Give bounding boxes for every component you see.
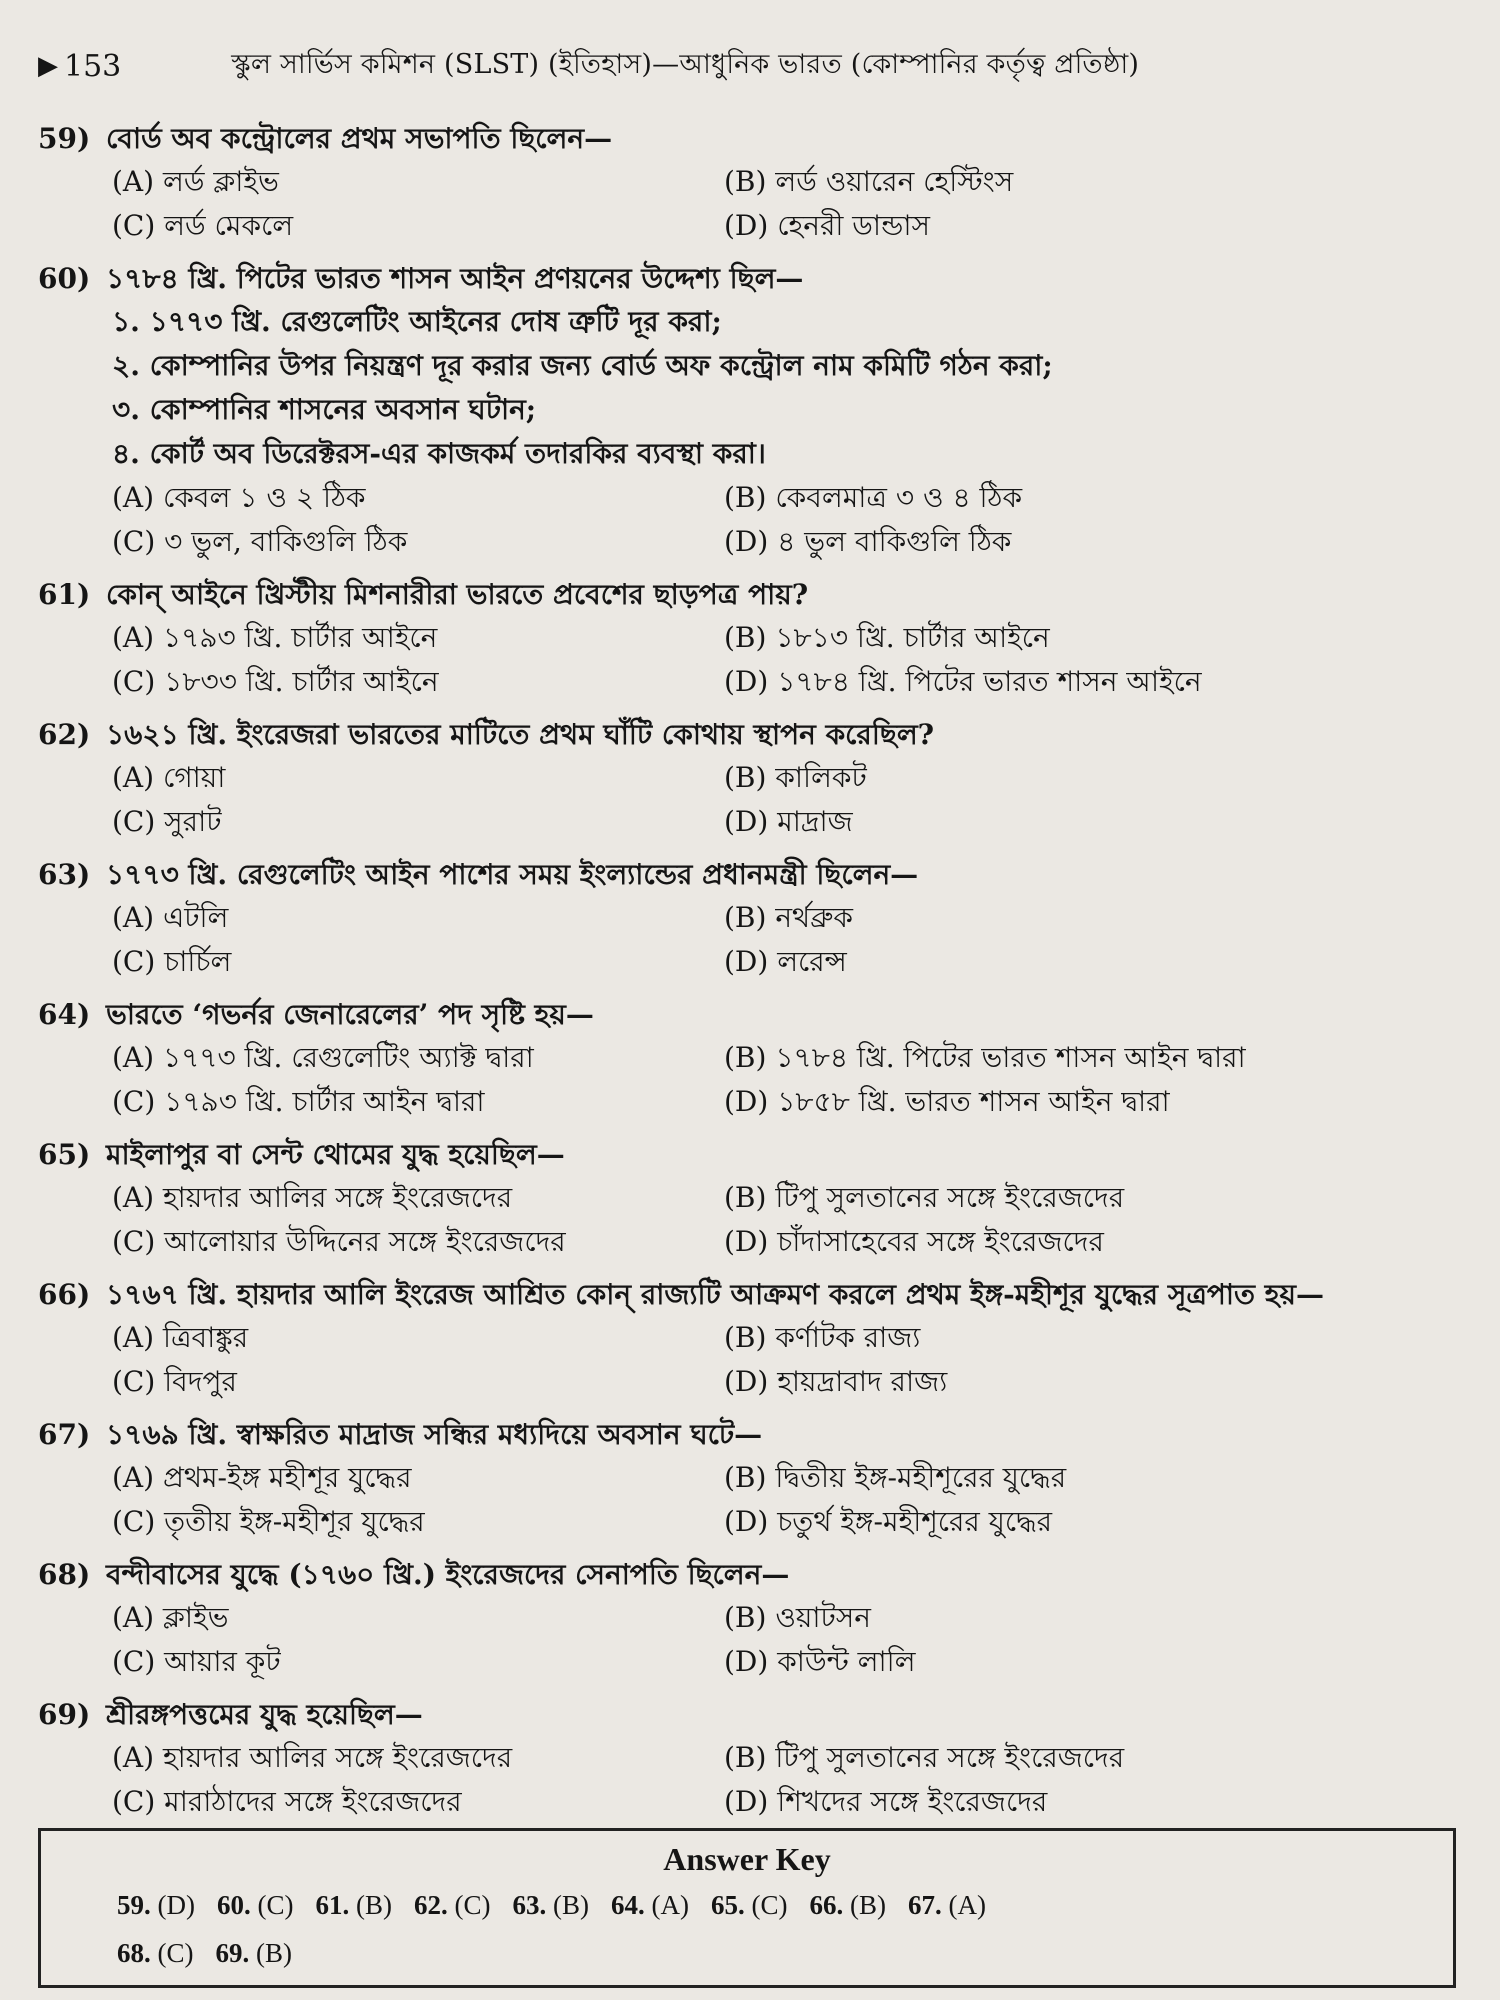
question-number: 60) bbox=[38, 262, 91, 295]
answer-key-value: (C) bbox=[454, 1890, 491, 1920]
answer-option: (D) লরেন্স bbox=[724, 945, 847, 978]
answer-option: (C) মারাঠাদের সঙ্গে ইংরেজদের bbox=[112, 1785, 462, 1818]
question-text: ১৭৬৭ খ্রি. হায়দার আলি ইংরেজ আশ্রিত কোন্ রাজ্যটি আক্রমণ করলে প্রথম ইঙ্গ-মহীশূর যুদ্ধের সূত্রপাত হয়— bbox=[106, 1278, 1324, 1311]
question-stem bbox=[38, 994, 1460, 1036]
answer-key-value: (D) bbox=[157, 1890, 195, 1920]
question-statement: ৪. কোর্ট অব ডিরেক্টরস-এর কাজকর্ম তদারকির ব্যবস্থা করা। bbox=[112, 437, 766, 470]
option-grid bbox=[38, 616, 1460, 704]
question-item bbox=[38, 118, 1460, 248]
question-stem bbox=[38, 258, 1460, 300]
option-grid bbox=[38, 896, 1460, 984]
question-item bbox=[38, 1134, 1460, 1264]
question-number: 61) bbox=[38, 578, 91, 611]
answer-key-value: (A) bbox=[948, 1890, 986, 1920]
answer-option: (D) হেনরী ডান্ডাস bbox=[724, 209, 930, 242]
answer-option: (A) লর্ড ক্লাইভ bbox=[112, 165, 279, 198]
answer-option: (B) ১৮১৩ খ্রি. চার্টার আইনে bbox=[724, 621, 1050, 654]
answer-key-number: 64. bbox=[610, 1890, 645, 1920]
answer-option: (B) দ্বিতীয় ইঙ্গ-মহীশূরের যুদ্ধের bbox=[724, 1461, 1067, 1494]
question-text: ১৭৮৪ খ্রি. পিটের ভারত শাসন আইন প্রণয়নের উদ্দেশ্য ছিল— bbox=[106, 262, 804, 295]
answer-key-item bbox=[414, 1881, 491, 1929]
question-item bbox=[38, 714, 1460, 844]
question-stem bbox=[38, 1694, 1460, 1736]
question-stem bbox=[38, 1414, 1460, 1456]
option-grid bbox=[38, 476, 1460, 564]
question-item bbox=[38, 1414, 1460, 1544]
question-statement: ১. ১৭৭৩ খ্রি. রেগুলেটিং আইনের দোষ ত্রুটি দূর করা; bbox=[112, 305, 722, 338]
question-number: 68) bbox=[38, 1558, 91, 1591]
answer-option: (C) চার্চিল bbox=[112, 945, 232, 978]
answer-key-list bbox=[65, 1881, 1429, 1977]
answer-option: (B) কালিকট bbox=[724, 761, 867, 794]
answer-option: (D) ১৭৮৪ খ্রি. পিটের ভারত শাসন আইনে bbox=[724, 665, 1202, 698]
answer-key-number: 65. bbox=[710, 1890, 745, 1920]
answer-key-number: 66. bbox=[809, 1890, 844, 1920]
page-marker-icon: ▶ bbox=[38, 51, 58, 81]
answer-key-number: 67. bbox=[907, 1890, 942, 1920]
answer-option: (D) শিখদের সঙ্গে ইংরেজদের bbox=[724, 1785, 1048, 1818]
option-grid bbox=[38, 1036, 1460, 1124]
answer-option: (B) টিপু সুলতানের সঙ্গে ইংরেজদের bbox=[724, 1181, 1125, 1214]
page-number: 153 bbox=[64, 48, 122, 84]
question-item bbox=[38, 574, 1460, 704]
option-grid bbox=[38, 1316, 1460, 1404]
answer-option: (C) সুরাট bbox=[112, 805, 222, 838]
answer-key-item bbox=[711, 1881, 788, 1929]
answer-key-box bbox=[38, 1828, 1456, 1988]
answer-key-item bbox=[908, 1881, 986, 1929]
question-stem bbox=[38, 1554, 1460, 1596]
answer-key-item bbox=[216, 1929, 293, 1977]
answer-option: (C) আলোয়ার উদ্দিনের সঙ্গে ইংরেজদের bbox=[112, 1225, 566, 1258]
answer-option: (C) আয়ার কূট bbox=[112, 1645, 281, 1678]
answer-key-item bbox=[512, 1881, 589, 1929]
option-grid bbox=[38, 1736, 1460, 1824]
question-stem bbox=[38, 118, 1460, 160]
answer-option: (A) ক্লাইভ bbox=[112, 1601, 229, 1634]
answer-key-value: (C) bbox=[157, 1938, 194, 1968]
answer-key-number: 69. bbox=[215, 1938, 250, 1968]
answer-key-value: (A) bbox=[651, 1890, 689, 1920]
answer-key-title: Answer Key bbox=[663, 1841, 831, 1877]
question-item bbox=[38, 1274, 1460, 1404]
answer-option: (A) গোয়া bbox=[112, 761, 226, 794]
answer-option: (D) চতুর্থ ইঙ্গ-মহীশূরের যুদ্ধের bbox=[724, 1505, 1053, 1538]
question-number: 64) bbox=[38, 998, 91, 1031]
answer-key-number: 59. bbox=[117, 1890, 151, 1920]
answer-option: (D) ৪ ভুল বাকিগুলি ঠিক bbox=[724, 525, 1012, 558]
question-item bbox=[38, 854, 1460, 984]
question-item bbox=[38, 994, 1460, 1124]
answer-option: (C) ৩ ভুল, বাকিগুলি ঠিক bbox=[112, 525, 408, 558]
option-grid bbox=[38, 756, 1460, 844]
answer-option: (A) ত্রিবাঙ্কুর bbox=[112, 1321, 249, 1354]
question-text: ১৭৭৩ খ্রি. রেগুলেটিং আইন পাশের সময় ইংল্যান্ডের প্রধানমন্ত্রী ছিলেন— bbox=[106, 858, 919, 891]
question-text: বোর্ড অব কন্ট্রোলের প্রথম সভাপতি ছিলেন— bbox=[106, 122, 613, 155]
question-number: 59) bbox=[38, 122, 91, 155]
question-stem bbox=[38, 1274, 1460, 1316]
answer-option: (A) কেবল ১ ও ২ ঠিক bbox=[112, 481, 366, 514]
option-grid bbox=[38, 1456, 1460, 1544]
answer-option: (A) হায়দার আলির সঙ্গে ইংরেজদের bbox=[112, 1741, 513, 1774]
answer-option: (B) ওয়াটসন bbox=[724, 1601, 872, 1634]
page-header bbox=[38, 30, 1460, 102]
answer-key-item bbox=[117, 1881, 195, 1929]
answer-key-number: 61. bbox=[315, 1890, 350, 1920]
question-number: 63) bbox=[38, 858, 91, 891]
answer-option: (B) টিপু সুলতানের সঙ্গে ইংরেজদের bbox=[724, 1741, 1125, 1774]
question-number: 67) bbox=[38, 1418, 91, 1451]
question-number: 62) bbox=[38, 718, 91, 751]
answer-option: (A) ১৭৯৩ খ্রি. চার্টার আইনে bbox=[112, 621, 438, 654]
answer-option: (D) হায়দ্রাবাদ রাজ্য bbox=[724, 1365, 948, 1398]
answer-key-item bbox=[117, 1929, 194, 1977]
question-stem bbox=[38, 854, 1460, 896]
answer-key-value: (C) bbox=[257, 1890, 294, 1920]
question-text: কোন্ আইনে খ্রিস্টীয় মিশনারীরা ভারতে প্রবেশের ছাড়পত্র পায়? bbox=[106, 578, 809, 611]
answer-option: (C) ১৭৯৩ খ্রি. চার্টার আইন দ্বারা bbox=[112, 1085, 485, 1118]
answer-key-item bbox=[611, 1881, 689, 1929]
answer-option: (A) ১৭৭৩ খ্রি. রেগুলেটিং অ্যাক্ট দ্বারা bbox=[112, 1041, 534, 1074]
answer-option: (D) ১৮৫৮ খ্রি. ভারত শাসন আইন দ্বারা bbox=[724, 1085, 1170, 1118]
answer-key-value: (B) bbox=[849, 1890, 886, 1920]
question-text: মাইলাপুর বা সেন্ট থোমের যুদ্ধ হয়েছিল— bbox=[106, 1138, 565, 1171]
answer-option: (C) তৃতীয় ইঙ্গ-মহীশূর যুদ্ধের bbox=[112, 1505, 425, 1538]
running-title: স্কুল সার্ভিস কমিশন (SLST) (ইতিহাস)—আধুনিক ভারত (কোম্পানির কর্তৃত্ব প্রতিষ্ঠা) bbox=[231, 48, 1140, 80]
answer-key-number: 68. bbox=[117, 1938, 151, 1968]
answer-option: (D) কাউন্ট লালি bbox=[724, 1645, 916, 1678]
answer-option: (D) মাদ্রাজ bbox=[724, 805, 853, 838]
answer-key-number: 62. bbox=[413, 1890, 448, 1920]
question-text: ১৬২১ খ্রি. ইংরেজরা ভারতের মাটিতে প্রথম ঘাঁটি কোথায় স্থাপন করেছিল? bbox=[106, 718, 935, 751]
question-text: বন্দীবাসের যুদ্ধে (১৭৬০ খ্রি.) ইংরেজদের সেনাপতি ছিলেন— bbox=[106, 1558, 790, 1591]
answer-option: (A) এটলি bbox=[112, 901, 229, 934]
answer-key-number: 63. bbox=[512, 1890, 547, 1920]
question-stem bbox=[38, 714, 1460, 756]
answer-key-value: (C) bbox=[751, 1890, 788, 1920]
question-stem bbox=[38, 1134, 1460, 1176]
answer-key-number: 60. bbox=[216, 1890, 251, 1920]
question-text: ১৭৬৯ খ্রি. স্বাক্ষরিত মাদ্রাজ সন্ধির মধ্যদিয়ে অবসান ঘটে— bbox=[106, 1418, 763, 1451]
answer-key-value: (B) bbox=[256, 1938, 292, 1968]
answer-option: (B) ১৭৮৪ খ্রি. পিটের ভারত শাসন আইন দ্বারা bbox=[724, 1041, 1246, 1074]
answer-key-item bbox=[315, 1881, 392, 1929]
answer-option: (C) লর্ড মেকলে bbox=[112, 209, 294, 242]
option-grid bbox=[38, 1596, 1460, 1684]
question-list bbox=[38, 118, 1460, 1824]
option-grid bbox=[38, 1176, 1460, 1264]
question-number: 65) bbox=[38, 1138, 91, 1171]
answer-option: (B) কেবলমাত্র ৩ ও ৪ ঠিক bbox=[724, 481, 1023, 514]
answer-key-value: (B) bbox=[355, 1890, 392, 1920]
question-text: শ্রীরঙ্গপত্তমের যুদ্ধ হয়েছিল— bbox=[106, 1698, 423, 1731]
question-statement: ৩. কোম্পানির শাসনের অবসান ঘটান; bbox=[112, 393, 537, 426]
question-number: 69) bbox=[38, 1698, 91, 1731]
answer-key-item bbox=[217, 1881, 294, 1929]
question-text: ভারতে ‘গভর্নর জেনারেলের’ পদ সৃষ্টি হয়— bbox=[106, 998, 594, 1031]
answer-option: (B) কর্ণাটক রাজ্য bbox=[724, 1321, 921, 1354]
answer-option: (A) হায়দার আলির সঙ্গে ইংরেজদের bbox=[112, 1181, 513, 1214]
answer-option: (D) চাঁদাসাহেবের সঙ্গে ইংরেজদের bbox=[724, 1225, 1104, 1258]
answer-option: (C) বিদপুর bbox=[112, 1365, 237, 1398]
question-number: 66) bbox=[38, 1278, 91, 1311]
option-grid bbox=[38, 160, 1460, 248]
answer-option: (C) ১৮৩৩ খ্রি. চার্টার আইনে bbox=[112, 665, 439, 698]
question-item bbox=[38, 1554, 1460, 1684]
question-item bbox=[38, 258, 1460, 564]
question-stem bbox=[38, 574, 1460, 616]
answer-option: (B) নর্থব্রুক bbox=[724, 901, 854, 934]
answer-key-item bbox=[809, 1881, 886, 1929]
question-statement: ২. কোম্পানির উপর নিয়ন্ত্রণ দূর করার জন্য বোর্ড অফ কন্ট্রোল নাম কমিটি গঠন করা; bbox=[112, 349, 1053, 382]
answer-option: (A) প্রথম-ইঙ্গ মহীশূর যুদ্ধের bbox=[112, 1461, 412, 1494]
answer-option: (B) লর্ড ওয়ারেন হেস্টিংস bbox=[724, 165, 1014, 198]
question-item bbox=[38, 1694, 1460, 1824]
answer-key-value: (B) bbox=[552, 1890, 589, 1920]
